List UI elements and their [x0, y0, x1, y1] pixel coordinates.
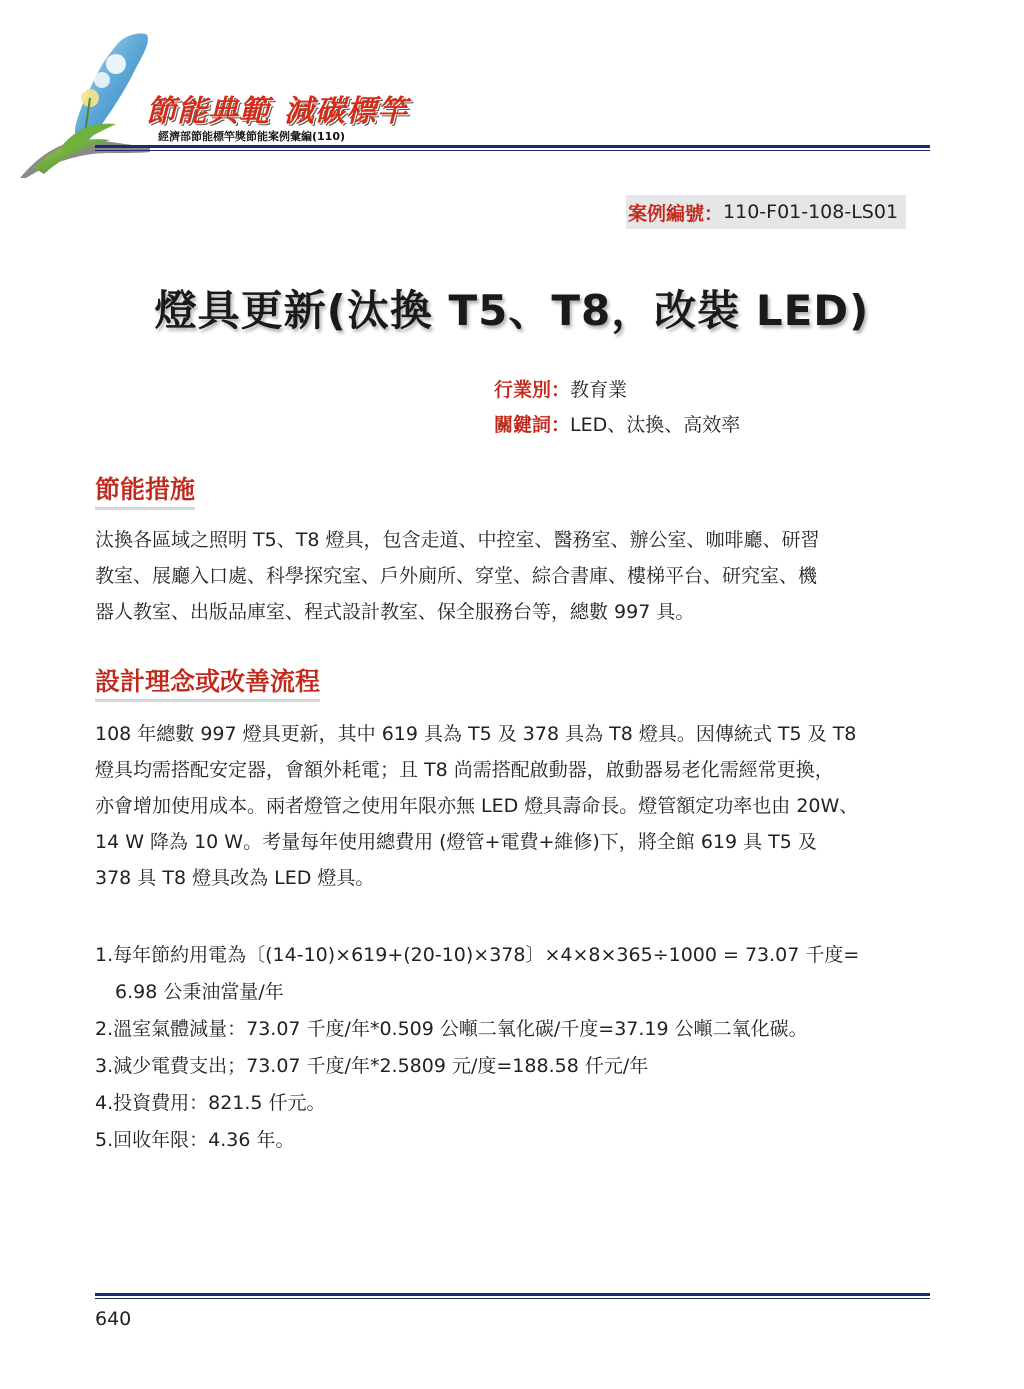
paragraph-line: 378 具 T8 燈具改為 LED 燈具。 [95, 867, 375, 889]
industry-label: 行業別： [494, 379, 571, 401]
paragraph-line: 14 W 降為 10 W。考量每年使用總費用 (燈管+電費+維修)下，將全館 619 具 T5 及 [95, 831, 817, 853]
result-item-electricity-cont: 6.98 公秉油當量/年 [115, 981, 284, 1003]
section-body-measures [95, 522, 931, 630]
header-title-part1: 節能典範 [146, 94, 270, 129]
keywords-row [494, 410, 740, 437]
paragraph-line: 器人教室、出版品庫室、程式設計教室、保全服務台等，總數 997 具。 [95, 601, 695, 623]
case-number-box [626, 195, 906, 229]
header-title-part2: 減碳標竿 [284, 94, 408, 129]
result-item-electricity: 1.每年節約用電為〔(14-10)×619+(20-10)×378〕×4×8×365÷1000 = 73.07 千度= [95, 944, 860, 966]
header-rule [95, 145, 930, 148]
result-item-payback: 5.回收年限：4.36 年。 [95, 1129, 295, 1151]
section-body-design [95, 716, 931, 896]
section-title-design: 設計理念或改善流程 [95, 662, 320, 702]
paragraph-line: 108 年總數 997 燈具更新，其中 619 具為 T5 及 378 具為 T8 燈具。因傳統式 T5 及 T8 [95, 723, 857, 745]
paragraph-line: 汰換各區域之照明 T5、T8 燈具，包含走道、中控室、醫務室、辦公室、咖啡廳、研習 [95, 529, 820, 551]
section-title-measures: 節能措施 [95, 470, 195, 510]
page-number: 640 [95, 1308, 132, 1330]
header-rule-thin [95, 150, 930, 151]
footer-rule [95, 1293, 930, 1296]
header-subtitle: 經濟部節能標竿獎節能案例彙編(110) [158, 130, 346, 143]
result-item-investment: 4.投資費用：821.5 仟元。 [95, 1092, 326, 1114]
paragraph-line: 燈具均需搭配安定器，會額外耗電；且 T8 尚需搭配啟動器，啟動器易老化需經常更換， [95, 759, 834, 781]
case-number-value: 110-F01-108-LS01 [723, 201, 899, 223]
result-item-cost: 3.減少電費支出；73.07 千度/年*2.5809 元/度=188.58 仟元/年 [95, 1055, 649, 1077]
industry-row [494, 375, 627, 402]
keywords-value: LED、汰換、高效率 [570, 414, 741, 436]
case-number-label: 案例編號： [628, 202, 724, 225]
result-item-ghg: 2.溫室氣體減量：73.07 千度/年*0.509 公噸二氧化碳/千度=37.19 公噸二氧化碳。 [95, 1018, 808, 1040]
industry-value: 教育業 [570, 379, 628, 401]
keywords-label: 關鍵詞： [494, 414, 571, 436]
results-list [95, 937, 935, 1159]
page-title: 燈具更新(汰換 T5、T8，改裝 LED) [154, 286, 870, 335]
paragraph-line: 亦會增加使用成本。兩者燈管之使用年限亦無 LED 燈具壽命長。燈管額定功率也由 20W、 [95, 795, 859, 817]
footer-rule-thin [95, 1298, 930, 1299]
paragraph-line: 教室、展廳入口處、科學探究室、戶外廁所、穿堂、綜合書庫、樓梯平台、研究室、機 [95, 565, 818, 587]
header-title [146, 86, 408, 130]
